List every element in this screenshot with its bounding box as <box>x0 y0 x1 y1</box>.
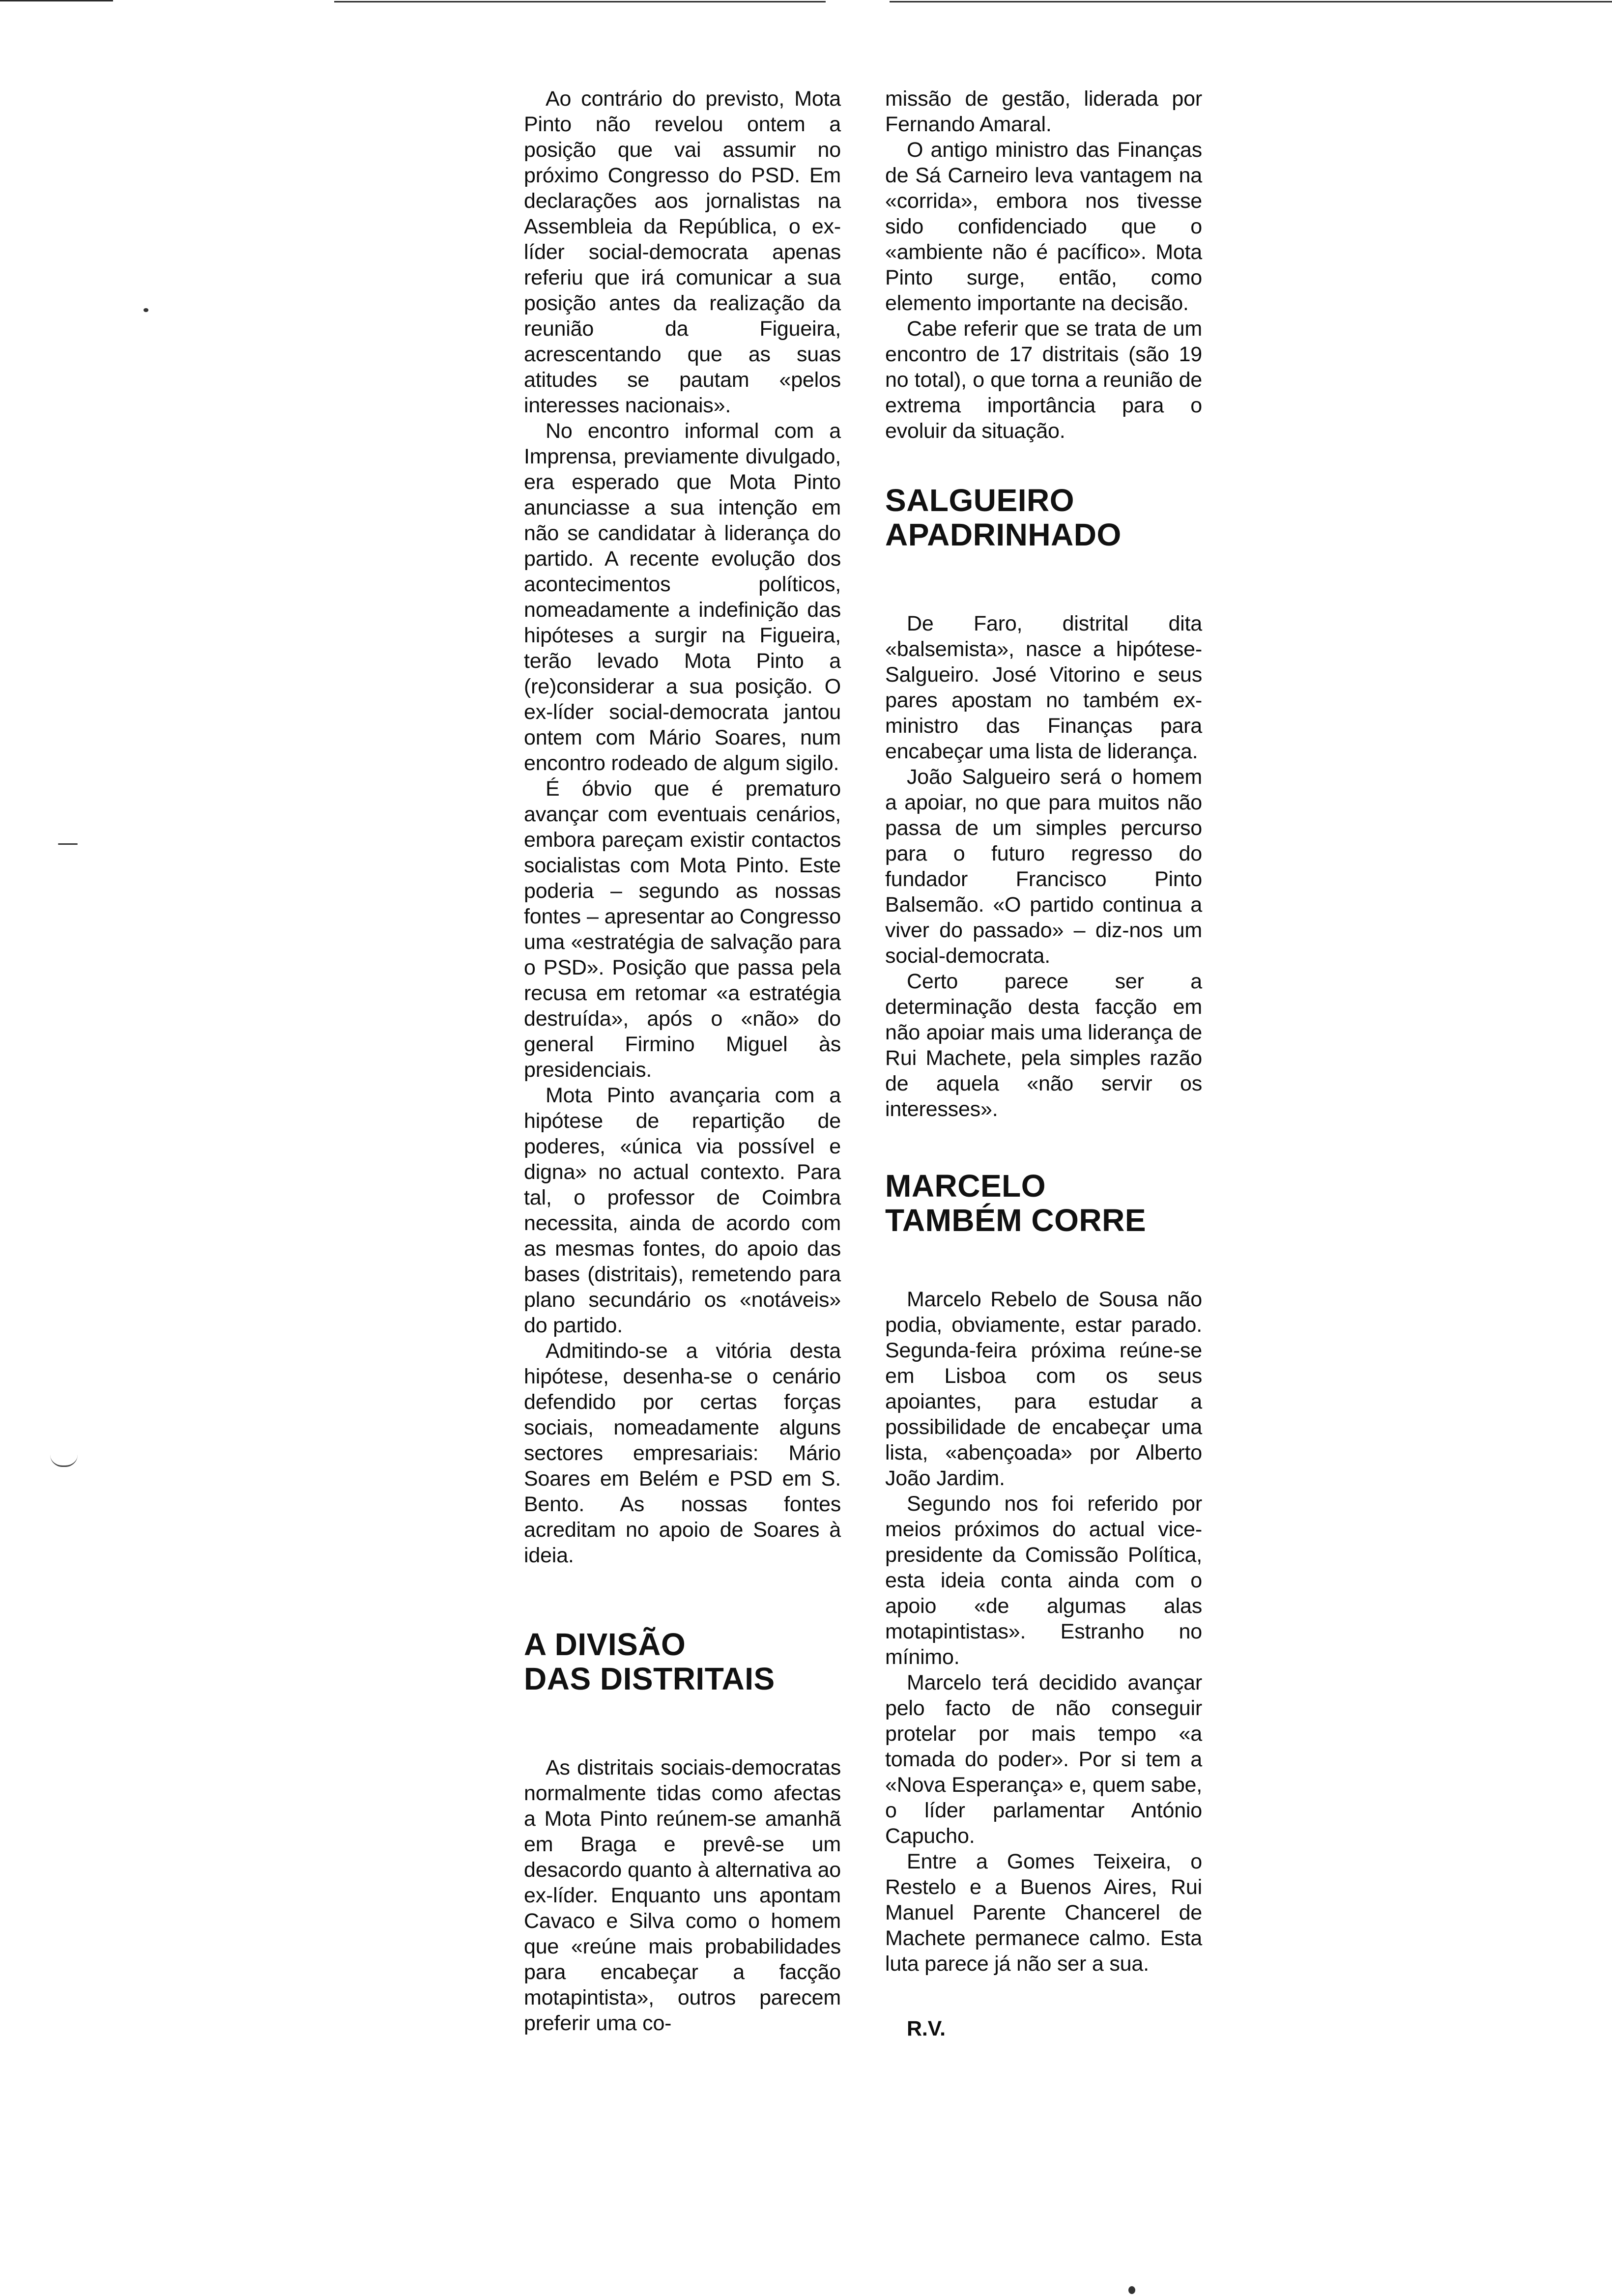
paragraph: As distritais sociais-democratas normalmente tidas como afectas a Mota Pinto reúnem-se amanhã em Braga e prevê-se um desacordo quanto à alternativa ao ex-líder. Enquanto uns apontam Cavaco e Silva como o homem que «reúne mais probabilidades para encabeçar a facção motapintista», outros parecem preferir uma co- <box>524 1756 841 2035</box>
top-rule-right <box>890 1 1612 2</box>
margin-speck <box>58 843 78 845</box>
paragraph: De Faro, distrital dita «balsemista», nasce a hipótese-Salgueiro. José Vitorino e seus pares apostam no também ex-ministro das Finanças para encabeçar uma lista de liderança. <box>885 612 1202 763</box>
heading-line: SALGUEIRO <box>885 483 1074 518</box>
paragraph: No encontro informal com a Imprensa, previamente divulgado, era esperado que Mota Pinto anunciasse a sua intenção em não se candidatar à liderança do partido. A recente evolução dos acontecimentos políticos, nomeadamente a indefinição das hipóteses a surgir na Figueira, terão levado Mota Pinto a (re)considerar a sua posição. O ex-líder social-democrata jantou ontem com Mário Soares, num encontro rodeado de algum sigilo. <box>524 419 841 775</box>
article-column-1 <box>524 86 841 2036</box>
paragraph: Entre a Gomes Teixeira, o Restelo e a Buenos Aires, Rui Manuel Parente Chancerel de Machete permanece calmo. Esta luta parece já não ser a sua. <box>885 1850 1202 1976</box>
paragraph: Marcelo Rebelo de Sousa não podia, obviamente, estar parado. Segunda-feira próxima reúne-se em Lisboa com os seus apoiantes, para estudar a possibilidade de encabeçar uma lista, «abençoada» por Alberto João Jardim. <box>885 1288 1202 1490</box>
paragraph: Ao contrário do previsto, Mota Pinto não revelou ontem a posição que vai assumir no próximo Congresso do PSD. Em declarações aos jornalistas na Assembleia da República, o ex-líder social-democrata apenas referiu que irá comunicar a sua posição antes da realização da reunião da Figueira, acrescentando que as suas atitudes se pautam «pelos interesses nacionais». <box>524 87 841 417</box>
paragraph: Mota Pinto avançaria com a hipótese de repartição de poderes, «única via possível e digna» no actual contexto. Para tal, o professor de Coimbra necessita, ainda de acordo com as mesmas fontes, do apoio das bases (distritais), remetendo para plano secundário os «notáveis» do partido. <box>524 1084 841 1337</box>
article-column-2 <box>885 86 1202 2041</box>
top-rule-left <box>0 0 113 1</box>
paragraph: Segundo nos foi referido por meios próximos do actual vice-presidente da Comissão Política, esta ideia conta ainda com o apoio «de algumas alas motapintistas». Estranho no mínimo. <box>885 1492 1202 1669</box>
section-heading-marcelo <box>885 1169 1202 1237</box>
heading-line: APADRINHADO <box>885 517 1122 552</box>
margin-speck <box>144 308 148 312</box>
heading-line: MARCELO <box>885 1168 1046 1204</box>
paragraph: O antigo ministro das Finanças de Sá Carneiro leva vantagem na «corrida», embora nos tivesse sido confidenciado que o «ambiente não é pacífico». Mota Pinto surge, então, como elemento importante na decisão. <box>885 138 1202 315</box>
margin-speck <box>1128 2286 1135 2294</box>
heading-line: TAMBÉM CORRE <box>885 1203 1146 1238</box>
paragraph: missão de gestão, liderada por Fernando Amaral. <box>885 87 1202 136</box>
author-signature: R.V. <box>907 2017 946 2040</box>
paragraph: Marcelo terá decidido avançar pelo facto de não conseguir protelar por mais tempo «a tomada do poder». Por si tem a «Nova Esperança» e, quem sabe, o líder parlamentar António Capucho. <box>885 1671 1202 1848</box>
top-rule-center <box>334 1 826 2</box>
paragraph: É óbvio que é prematuro avançar com eventuais cenários, embora pareçam existir contactos socialistas com Mota Pinto. Este poderia – segundo as nossas fontes – apresentar ao Congresso uma «estratégia de salvação para o PSD». Posição que passa pela recusa em retomar «a estratégia destruída», após o «não» do general Firmino Miguel às presidenciais. <box>524 777 841 1082</box>
heading-line: DAS DISTRITAIS <box>524 1661 775 1696</box>
paragraph: Certo parece ser a determinação desta facção em não apoiar mais uma liderança de Rui Machete, pela simples razão de aquela «não servir os interesses». <box>885 970 1202 1121</box>
heading-line: A DIVISÃO <box>524 1627 686 1662</box>
section-heading-divisao <box>524 1627 841 1696</box>
paragraph: João Salgueiro será o homem a apoiar, no que para muitos não passa de um simples percurso para o futuro regresso do fundador Francisco Pinto Balsemão. «O partido continua a viver do passado» – diz-nos um social-democrata. <box>885 765 1202 968</box>
paragraph: Cabe referir que se trata de um encontro de 17 distritais (são 19 no total), o que torna a reunião de extrema importância para o evoluir da situação. <box>885 317 1202 443</box>
margin-mark <box>50 1455 78 1467</box>
section-heading-salgueiro <box>885 483 1202 552</box>
paragraph: Admitindo-se a vitória desta hipótese, desenha-se o cenário defendido por certas forças sociais, nomeadamente alguns sectores empresariais: Mário Soares em Belém e PSD em S. Bento. As nossas fontes acreditam no apoio de Soares à ideia. <box>524 1339 841 1567</box>
